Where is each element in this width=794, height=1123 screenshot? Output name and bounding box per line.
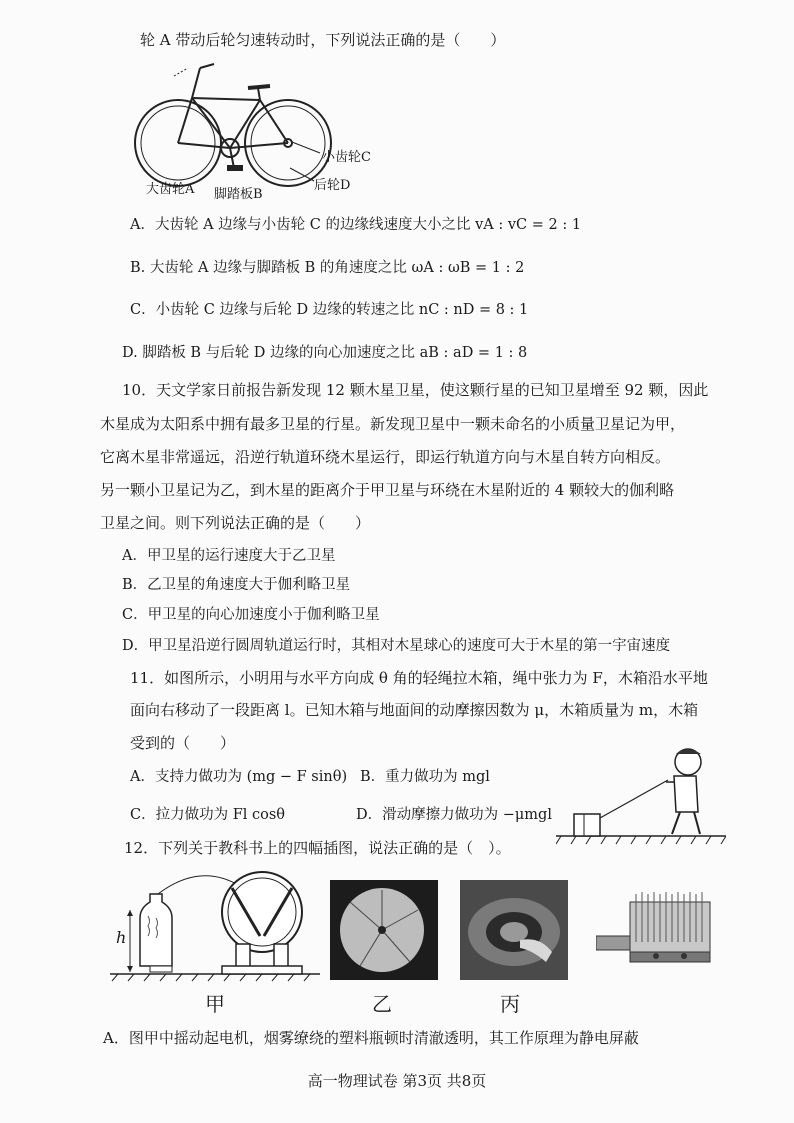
q10-stem-line-4: 另一颗小卫星记为乙，到木星的距离介于甲卫星与环绕在木星附近的 4 颗较大的伽利略 — [100, 481, 675, 499]
q11-option-a: A．支持力做功为 (mg − F sinθ) — [130, 769, 348, 785]
q9-stem: 轮 A 带动后轮匀速转动时，下列说法正确的是（ ） — [140, 31, 506, 49]
label-small-gear-c: 小齿轮C — [322, 150, 371, 165]
q11-stem-line-3: 受到的（ ） — [130, 734, 236, 752]
q11-option-d: D．滑动摩擦力做功为 −μmgl — [356, 807, 552, 823]
q11-stem-line-1: 11．如图所示，小明用与水平方向成 θ 角的轻绳拉木箱，绳中张力为 F，木箱沿水平地 — [130, 669, 708, 687]
q10-stem-line-2: 木星成为太阳系中拥有最多卫星的行星。新发现卫星中一颗未命名的小质量卫星记为甲， — [100, 415, 686, 433]
caption-bing: 丙 — [500, 992, 520, 1016]
bicycle-drawing — [130, 58, 390, 198]
pulling-box-drawing — [556, 742, 726, 846]
q10-option-c: C．甲卫星的向心加速度小于伽利略卫星 — [122, 607, 380, 623]
page-footer: 高一物理试卷 第3页 共8页 — [307, 1072, 487, 1090]
figure-bing-photo — [460, 880, 568, 980]
q9-option-c: C．小齿轮 C 边缘与后轮 D 边缘的转速之比 nC : nD = 8 : 1 — [130, 302, 529, 318]
figure-variable-capacitor — [596, 882, 726, 976]
figure-jia-electrostatic-machine — [110, 866, 320, 982]
label-big-gear-a: 大齿轮A — [146, 182, 195, 197]
electrostatic-machine-drawing — [110, 866, 320, 982]
label-rear-wheel-d: 后轮D — [314, 178, 351, 193]
q11-stem-line-2: 面向右移动了一段距离 l。已知木箱与地面间的动摩擦因数为 μ，木箱质量为 m，木箱 — [130, 701, 699, 719]
q10-stem-line-3: 它离木星非常遥远，沿逆行轨道环绕木星运行，即运行轨道方向与木星自转方向相反。 — [100, 448, 671, 466]
caption-jia: 甲 — [205, 992, 225, 1016]
bicycle-figure — [130, 58, 390, 202]
q9-option-b: B. 大齿轮 A 边缘与脚踏板 B 的角速度之比 ωA : ωB = 1 : 2 — [130, 260, 525, 276]
figure-yi-photo — [330, 880, 438, 980]
caption-yi: 乙 — [372, 992, 392, 1016]
q11-option-b: B．重力做功为 mgl — [360, 769, 490, 785]
bing-photo-drawing — [460, 880, 568, 980]
yi-photo-drawing — [330, 880, 438, 980]
q12-option-a: A．图甲中摇动起电机，烟雾缭绕的塑料瓶顿时清澈透明，其工作原理为静电屏蔽 — [103, 1029, 639, 1047]
pulling-box-figure — [556, 742, 726, 846]
q11-option-c: C．拉力做功为 Fl cosθ — [130, 807, 286, 823]
q10-stem-line-5: 卫星之间。则下列说法正确的是（ ） — [100, 514, 371, 532]
q10-option-d: D．甲卫星沿逆行圆周轨道运行时，其相对木星球心的速度可大于木星的第一宇宙速度 — [122, 638, 671, 654]
label-pedal-b: 脚踏板B — [214, 187, 263, 202]
q9-option-a: A．大齿轮 A 边缘与小齿轮 C 的边缘线速度大小之比 vA : vC = 2 : 1 — [130, 217, 582, 233]
variable-capacitor-drawing — [596, 882, 726, 976]
q9-option-d: D. 脚踏板 B 与后轮 D 边缘的向心加速度之比 aB : aD = 1 : 8 — [122, 345, 528, 361]
label-h: h — [116, 928, 127, 947]
q12-stem: 12．下列关于教科书上的四幅插图，说法正确的是（ ）。 — [124, 839, 511, 857]
q10-stem-line-1: 10．天文学家日前报告新发现 12 颗木星卫星，使这颗行星的已知卫星增至 92 颗，因此 — [122, 381, 709, 399]
q10-option-b: B．乙卫星的角速度大于伽利略卫星 — [122, 577, 351, 593]
q10-option-a: A．甲卫星的运行速度大于乙卫星 — [122, 548, 336, 564]
